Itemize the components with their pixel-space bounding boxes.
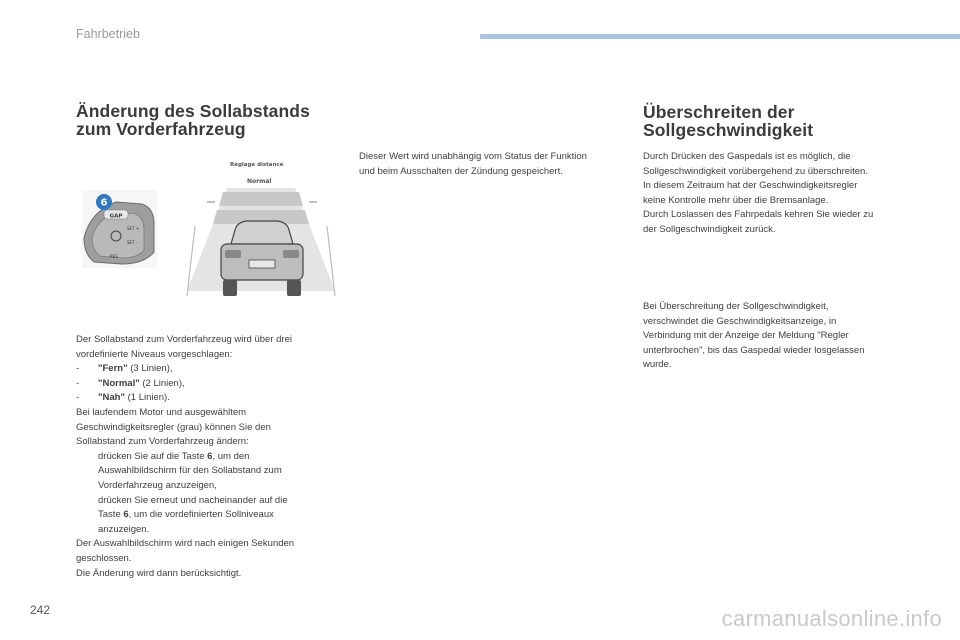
text-line: Sollabstand zum Vorderfahrzeug ändern: — [76, 436, 249, 448]
text-line: Geschwindigkeitsregler (grau) können Sie den — [76, 421, 271, 433]
text-line: Bei Überschreitung der Sollgeschwindigkeit, — [643, 301, 829, 312]
exceeding-paragraph — [643, 150, 913, 238]
text-line: Die Änderung wird dann berücksichtigt. — [76, 567, 242, 579]
title-line: zum Vorderfahrzeug — [76, 119, 246, 139]
screen-level: Normal — [247, 178, 272, 185]
text-line: Vorderfahrzeug anzuzeigen, — [98, 479, 217, 491]
key-6-badge-number: 6 — [100, 197, 108, 209]
step-item: drücken Sie auf die Taste 6, um den — [98, 450, 250, 462]
set-plus-label: SET + — [127, 226, 140, 231]
text-line: Der Sollabstand zum Vorderfahrzeug wird über drei — [76, 334, 292, 345]
text-line: keine Kontrolle mehr über die Bremsanlage. — [643, 194, 829, 206]
text-line: und beim Ausschalten der Zündung gespeichert. — [359, 165, 563, 177]
step-item: drücken Sie erneut und nacheinander auf die — [98, 494, 288, 506]
section-label: Fahrbetrieb — [76, 27, 140, 41]
watermark: carmanualsonline.info — [721, 606, 942, 631]
distance-instructions — [76, 333, 336, 581]
level-item-far: - "Fern" (3 Linien), — [76, 363, 173, 375]
res-label: RES — [110, 254, 118, 259]
set-minus-label: SET - — [127, 240, 138, 245]
level-item-normal: - "Normal" (2 Linien), — [76, 377, 185, 389]
section-title-exceeding — [643, 103, 903, 139]
memory-note — [359, 150, 629, 179]
text-line: geschlossen. — [76, 552, 132, 564]
text-line: Sollgeschwindigkeit vorübergehend zu überschreiten. — [643, 165, 868, 177]
interrupted-paragraph — [643, 300, 903, 373]
level-item-near: - "Nah" (1 Linien). — [76, 392, 170, 404]
title-line: Sollgeschwindigkeit — [643, 120, 814, 140]
cruise-control-stalk-illustration — [82, 190, 157, 268]
text-line: Taste 6, um die vordefinierten Sollniveaux — [98, 509, 274, 521]
section-title-distance — [76, 102, 346, 138]
title-line: Überschreiten der — [643, 102, 795, 122]
screen-title: Réglage distance — [230, 162, 284, 168]
text-line: wurde. — [643, 359, 672, 371]
text-line: Der Auswahlbildschirm wird nach einigen Sekunden — [76, 538, 295, 550]
header-accent-bar — [480, 34, 960, 39]
text-line: In diesem Zeitraum hat der Geschwindigkeitsregler — [643, 180, 858, 192]
text-line: Auswahlbildschirm für den Sollabstand zum — [98, 465, 282, 477]
page-number: 242 — [30, 603, 51, 617]
distance-line — [219, 192, 303, 206]
text-line: der Sollgeschwindigkeit zurück. — [643, 223, 776, 235]
text-line: verschwindet die Geschwindigkeitsanzeige, in — [643, 315, 837, 327]
gap-label: GAP — [109, 213, 123, 220]
text-line: Verbindung mit der Anzeige der Meldung "Regler — [643, 330, 849, 342]
text-line: Bei laufendem Motor und ausgewähltem — [76, 406, 247, 418]
text-line: anzuzeigen. — [98, 523, 150, 535]
text-line: Durch Drücken des Gaspedals ist es möglich, die — [643, 151, 851, 162]
text-line: Dieser Wert wird unabhängig vom Status der Funktion — [359, 151, 587, 162]
text-line: vordefinierte Niveaus vorgeschlagen: — [76, 348, 233, 360]
text-line: Durch Loslassen des Fahrpedals kehren Sie wieder zu — [643, 209, 874, 221]
title-line: Änderung des Sollabstands — [76, 101, 310, 121]
text-line: unterbrochen", bis das Gaspedal wieder losgelassen — [643, 344, 865, 356]
distance-selection-screen-illustration — [185, 156, 337, 316]
